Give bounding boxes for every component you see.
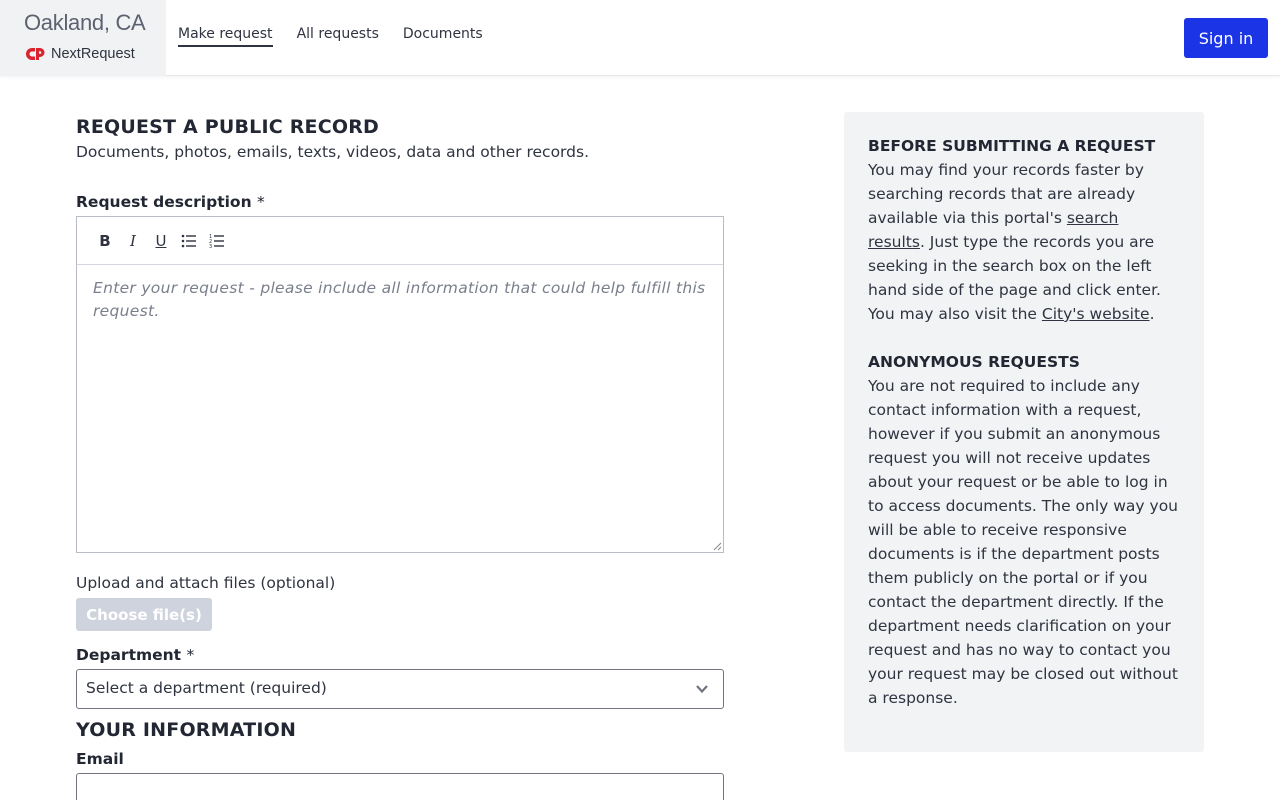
request-description-editor[interactable]: Enter your request - please include all information that could help fulfill this request. <box>93 279 706 320</box>
info-sidebar <box>844 112 1204 752</box>
sign-in-button[interactable]: Sign in <box>1184 18 1268 58</box>
request-description-label-text: Request description <box>76 193 252 211</box>
svg-text:3: 3 <box>209 243 213 249</box>
department-label <box>76 646 194 664</box>
nextrequest-logo-icon <box>25 47 47 61</box>
page-subtitle: Documents, photos, emails, texts, videos, data and other records. <box>76 143 589 161</box>
bulleted-list-icon <box>181 234 197 248</box>
svg-text:2: 2 <box>209 238 213 245</box>
bold-button[interactable]: B <box>99 231 111 250</box>
main-nav <box>178 0 507 76</box>
upload-label: Upload and attach files (optional) <box>76 574 336 592</box>
anonymous-requests-heading: ANONYMOUS REQUESTS <box>868 353 1080 371</box>
resize-handle-icon[interactable] <box>712 541 722 551</box>
before-text-part-3: . <box>1149 305 1155 323</box>
choose-files-button[interactable]: Choose file(s) <box>76 598 212 631</box>
city-name: Oakland, CA <box>24 10 146 35</box>
numbered-list-icon <box>209 233 225 249</box>
search-results-link[interactable]: search results <box>868 209 1119 251</box>
nav-all-requests[interactable]: All requests <box>296 26 379 42</box>
numbered-list-button[interactable] <box>203 227 231 255</box>
request-description-label <box>76 193 265 211</box>
italic-button[interactable]: I <box>130 231 136 250</box>
nav-documents[interactable]: Documents <box>402 26 483 42</box>
request-form <box>76 112 724 768</box>
rich-text-editor <box>76 216 724 553</box>
required-asterisk: * <box>186 646 195 664</box>
nav-make-request[interactable]: Make request <box>178 0 273 47</box>
bulleted-list-button[interactable] <box>175 227 203 255</box>
page-title: REQUEST A PUBLIC RECORD <box>76 116 380 138</box>
brand-name: NextRequest <box>51 46 135 62</box>
chevron-down-icon <box>695 682 709 696</box>
department-label-text: Department <box>76 646 182 664</box>
your-information-heading: YOUR INFORMATION <box>76 719 297 741</box>
underline-button[interactable]: U <box>155 231 167 250</box>
city-website-link[interactable]: City's website <box>1041 305 1150 323</box>
spacer <box>868 326 1180 350</box>
anonymous-requests-text: You are not required to include any contact information with a request, however if you submit an anonymous request you will not receive updates about your request or be able to log in to access documents. The only way you will be able to receive responsive documents is if the department posts them publicly on the portal or if you contact the department directly. If the department needs clarification on your request and has no way to contact you your request may be closed out without a response. <box>868 377 1178 707</box>
before-submitting-text <box>868 158 1180 326</box>
department-select[interactable] <box>76 669 724 709</box>
before-submitting-heading: BEFORE SUBMITTING A REQUEST <box>868 137 1156 155</box>
required-asterisk: * <box>257 193 265 211</box>
brand-block[interactable] <box>0 0 166 76</box>
brand-logo <box>25 45 135 63</box>
svg-text:1: 1 <box>209 233 213 240</box>
email-field[interactable] <box>76 773 724 800</box>
editor-toolbar <box>77 217 723 265</box>
top-header <box>0 0 1280 76</box>
email-label: Email <box>76 750 124 768</box>
department-selected-value: Select a department (required) <box>86 679 327 697</box>
before-text-part-2: . Just type the records you are seeking in the search box on the left hand side of the page and click enter. You may also visit the <box>868 233 1161 323</box>
before-text-part-1: You may find your records faster by searching records that are already available via this portal's <box>868 161 1144 227</box>
